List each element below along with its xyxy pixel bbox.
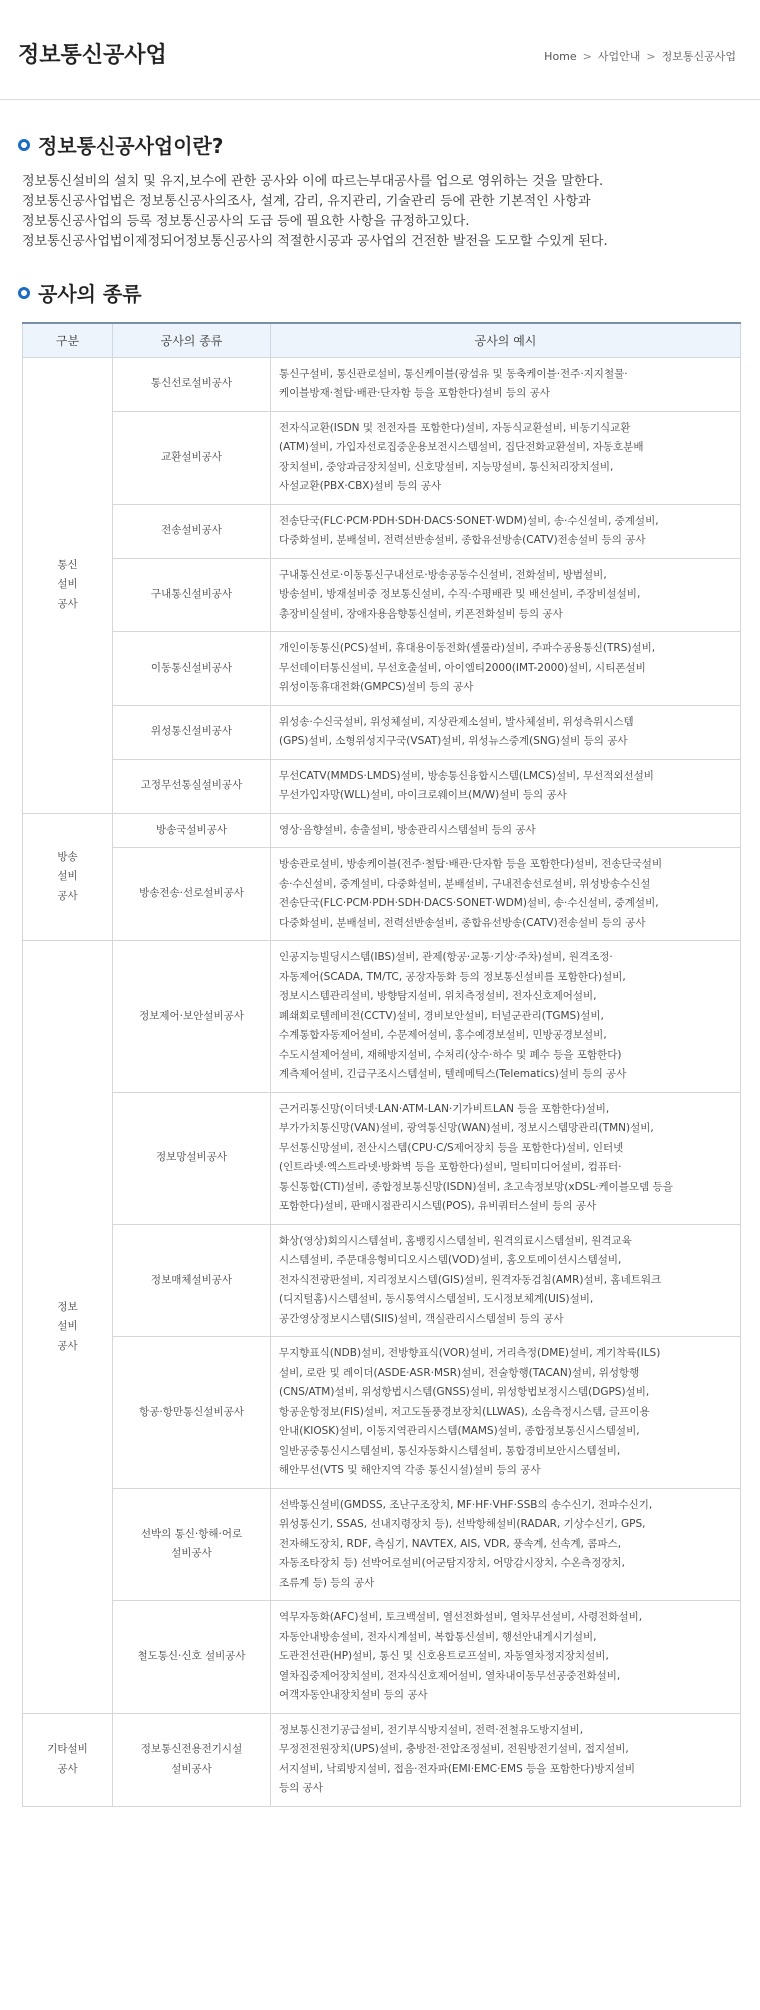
construction-types-table [22,322,741,1807]
intro-text [22,172,742,252]
category-cell: 방송 설비 공사 [23,813,113,941]
example-cell: 전송단국(FLC·PCM·PDH·SDH·DACS·SONET·WDM)설비, 송·수신설비, 중계설비, 다중화설비, 분배설비, 전력선반송설비, 종합유선방송(CATV)전송설비 등의 공사 [271,504,741,558]
table-row [23,705,741,759]
table-row [23,1488,741,1601]
intro-line: 정보통신설비의 설치 및 유지,보수에 관한 공사와 이에 따르는부대공사를 업으로 영위하는 것을 말한다. [22,174,604,189]
example-cell: 방송관로설비, 방송케이블(전주·철탑·배관·단자함 등을 포함한다)설비, 전송단국설비 송·수신설비, 중계설비, 다중화설비, 분배설비, 구내전송선로설비, 위성방송수신설 전송단국(FLC·PCM·PDH·SDH·DACS·SONET·WDM)설비, 송·수신설비, 중계설비, 다중화설비, 분배설비, 전력선반송설비, 종합유선방송(CATV)전송설비 등의 공사 [271,848,741,941]
example-cell: 구내통신선로·이동통신구내선로·방송공동수신설비, 전화설비, 방범설비, 방송설비, 방재설비중 정보통신설비, 수직·수평배관 및 배선설비, 주장비설설비, 총장비실설비, 장애자용음향통신설비, 키폰전화설비 등의 공사 [271,558,741,632]
kind-cell: 정보통신전용전기시설 설비공사 [113,1713,271,1806]
table-row [23,813,741,848]
chevron-right-icon: > [646,49,656,63]
example-cell: 인공지능빌딩시스템(IBS)설비, 관제(항공·교통·기상·주차)설비, 원격조정· 자동제어(SCADA, TM/TC, 공장자동화 등의 정보통신설비를 포함한다)설비, 정보시스템관리설비, 방향탐지설비, 위치측정설비, 전자신호제어설비, 폐쇄회로텔레비전(CCTV)설비, 경비보안설비, 터널군관리(TGMS)설비, 수계통합자동제어설비, 수문제어설비, 홍수예경보설비, 민방공경보설비, 수도시설제어설비, 재해방지설비, 수처리(상수·하수 및 폐수 등을 포함한다) 계측제어설비, 긴급구조시스템설비, 텔레메틱스(Telematics)설비 등의 공사 [271,941,741,1093]
category-cell: 기타설비 공사 [23,1713,113,1806]
kind-cell: 고정무선통실설비공사 [113,759,271,813]
breadcrumb-business-link[interactable]: 사업안내 [597,50,641,63]
example-cell: 통신구설비, 통신관로설비, 통신케이블(광섬유 및 동축케이블·전주·지지철물· 케이블방재·철탑·배관·단자함 등을 포함한다)설비 등의 공사 [271,357,741,411]
table-row [23,848,741,941]
table-row [23,357,741,411]
types-heading-text: 공사의 종류 [38,282,142,306]
table-row [23,1713,741,1806]
kind-cell: 교환설비공사 [113,411,271,504]
page-header [0,0,760,100]
example-cell: 근거리통신망(이더넷·LAN·ATM-LAN·기가비트LAN 등을 포함한다)설비, 부가가치통신망(VAN)설비, 광역통신망(WAN)설비, 정보시스템망관리(TMN)설비, 무선통신망설비, 전산시스템(CPU·C/S제어장치 등을 포함한다)설비, 인터넷 (인트라넷·엑스트라넷·방화벽 등을 포함한다)설비, 멀티미디어설비, 컴퓨터· 통신통합(CTI)설비, 종합정보통신망(ISDN)설비, 초고속정보망(xDSL·케이블모뎀 등을 포함한다)설비, 판매시점관리시스템(POS), 유비쿼터스설비 등의 공사 [271,1092,741,1224]
column-header-category: 구분 [23,323,113,357]
page-title: 정보통신공사업 [18,43,167,68]
breadcrumb [544,48,736,64]
intro-line: 정보통신공사업법은 정보통신공사의조사, 설계, 감리, 유지관리, 기술관리 등에 관한 기본적인 사항과 [22,194,591,209]
table-header-row [23,323,741,357]
intro-line: 정보통신공사업법이제정되어정보통신공사의 적절한시공과 공사업의 건전한 발전을 도모할 수있게 된다. [22,234,608,249]
chevron-right-icon: > [582,49,592,63]
example-cell: 정보통신전기공급설비, 전기부식방지설비, 전력·전철유도방지설비, 무정전전원장치(UPS)설비, 충방전·전압조정설비, 전원방전기설비, 접지설비, 서지설비, 낙뢰방지설비, 접음·전자파(EMI·EMC·EMS 등을 포함한다)방지설비 등의 공사 [271,1713,741,1806]
example-cell: 역무자동화(AFC)설비, 토크백설비, 열선전화설비, 열차무선설비, 사령전화설비, 자동안내방송설비, 전자시계설비, 복합통신설비, 행선안내게시기설비, 도관전선관(HP)설비, 통신 및 신호용트로프설비, 자동열차정지장치설비, 열차집중제어장치설비, 전자식신호제어설비, 열차내이동무선공중전화설비, 여객자동안내장치설비 등의 공사 [271,1601,741,1714]
table-row [23,759,741,813]
kind-cell: 통신선로설비공사 [113,357,271,411]
table-body [23,357,741,1806]
kind-cell: 철도통신·신호 설비공사 [113,1601,271,1714]
column-header-kind: 공사의 종류 [113,323,271,357]
kind-cell: 정보망설비공사 [113,1092,271,1224]
bullet-icon [18,139,30,151]
kind-cell: 정보제어·보안설비공사 [113,941,271,1093]
table-row [23,941,741,1093]
category-cell: 정보 설비 공사 [23,941,113,1714]
kind-cell: 항공·항만통신설비공사 [113,1337,271,1489]
example-cell: 영상·음향설비, 송출설비, 방송관리시스템설비 등의 공사 [271,813,741,848]
example-cell: 화상(영상)회의시스템설비, 홈뱅킹시스템설비, 원격의료시스템설비, 원격교육 시스템설비, 주문대응형비디오시스템(VOD)설비, 홈오토메이션시스템설비, 전자식전광판설비, 지리정보시스템(GIS)설비, 원격자동검침(AMR)설비, 홈네트워크 (디지털홈)시스템설비, 동시통역시스템설비, 도시정보체계(UIS)설비, 공간영상정보시스템(SIIS)설비, 객실관리시스템설비 등의 공사 [271,1224,741,1337]
intro-line: 정보통신공사업의 등록 정보통신공사의 도급 등에 필요한 사항을 규정하고있다. [22,214,470,229]
column-header-examples: 공사의 예시 [271,323,741,357]
example-cell: 선박통신설비(GMDSS, 조난구조장치, MF·HF·VHF·SSB의 송수신기, 전파수신기, 위성통신기, SSAS, 선내지령장치 등), 선박항해설비(RADAR, 기상수신기, GPS, 전자해도장치, RDF, 측심기, NAVTEX, AIS, VDR, 풍속계, 선속계, 콤파스, 자동조타장치 등) 선박어로설비(어군탐지장치, 어망감시장치, 수온측정장치, 조류계 등) 등의 공사 [271,1488,741,1601]
kind-cell: 구내통신설비공사 [113,558,271,632]
bullet-icon [18,287,30,299]
table-row [23,1601,741,1714]
kind-cell: 위성통신설비공사 [113,705,271,759]
kind-cell: 선박의 통신·항해·어로 설비공사 [113,1488,271,1601]
types-heading [18,278,142,307]
kind-cell: 방송전송·선로설비공사 [113,848,271,941]
table-row [23,632,741,706]
category-cell: 통신 설비 공사 [23,357,113,813]
table-row [23,1224,741,1337]
breadcrumb-current: 정보통신공사업 [661,50,736,63]
table-row [23,1337,741,1489]
example-cell: 전자식교환(ISDN 및 전전자를 포함한다)설비, 자동식교환설비, 비동기식교환 (ATM)설비, 가입자선로집중운용보전시스템설비, 집단전화교환설비, 자동호분배 장치설비, 중앙과금장치설비, 신호망설비, 지능망설비, 통신처리장치설비, 사설교환(PBX·CBX)설비 등의 공사 [271,411,741,504]
kind-cell: 방송국설비공사 [113,813,271,848]
example-cell: 위성송·수신국설비, 위성체설비, 지상관제소설비, 발사체설비, 위성측위시스템 (GPS)설비, 소형위성지구국(VSAT)설비, 위성뉴스중계(SNG)설비 등의 공사 [271,705,741,759]
table-row [23,411,741,504]
example-cell: 무지향표식(NDB)설비, 전방향표식(VOR)설비, 거리측정(DME)설비, 계기착륙(ILS) 설비, 로란 및 레이더(ASDE·ASR·MSR)설비, 전술항행(TACAN)설비, 위성항행 (CNS/ATM)설비, 위성항법시스템(GNSS)설비, 위성항법보정시스템(DGPS)설비, 항공운항정보(FIS)설비, 저고도돌풍경보장치(LLWAS), 소음측정시스템, 글프이용 안내(KIOSK)설비, 이동지역관리시스템(MAMS)설비, 종합정보통신시스템설비, 일반공중통신시스템설비, 통신자동화시스템설비, 통합경비보안시스템설비, 해안무선(VTS 및 해안지역 각종 통신시설)설비 등의 공사 [271,1337,741,1489]
kind-cell: 이동통신설비공사 [113,632,271,706]
table-row [23,558,741,632]
intro-heading-text: 정보통신공사업이란? [38,134,224,158]
table-row [23,1092,741,1224]
kind-cell: 정보매체설비공사 [113,1224,271,1337]
table-row [23,504,741,558]
breadcrumb-home-link[interactable]: Home [544,49,577,63]
kind-cell: 전송설비공사 [113,504,271,558]
example-cell: 개인이동통신(PCS)설비, 휴대용이동전화(셀룰라)설비, 주파수공용통신(TRS)설비, 무선데이터통신설비, 무선호출설비, 아이엠티2000(IMT-2000)설비, 시티폰설비 위성이동휴대전화(GMPCS)설비 등의 공사 [271,632,741,706]
example-cell: 무선CATV(MMDS·LMDS)설비, 방송통신융합시스템(LMCS)설비, 무선적외선설비 무선가입자망(WLL)설비, 마이크로웨이브(M/W)설비 등의 공사 [271,759,741,813]
intro-heading [18,130,223,159]
